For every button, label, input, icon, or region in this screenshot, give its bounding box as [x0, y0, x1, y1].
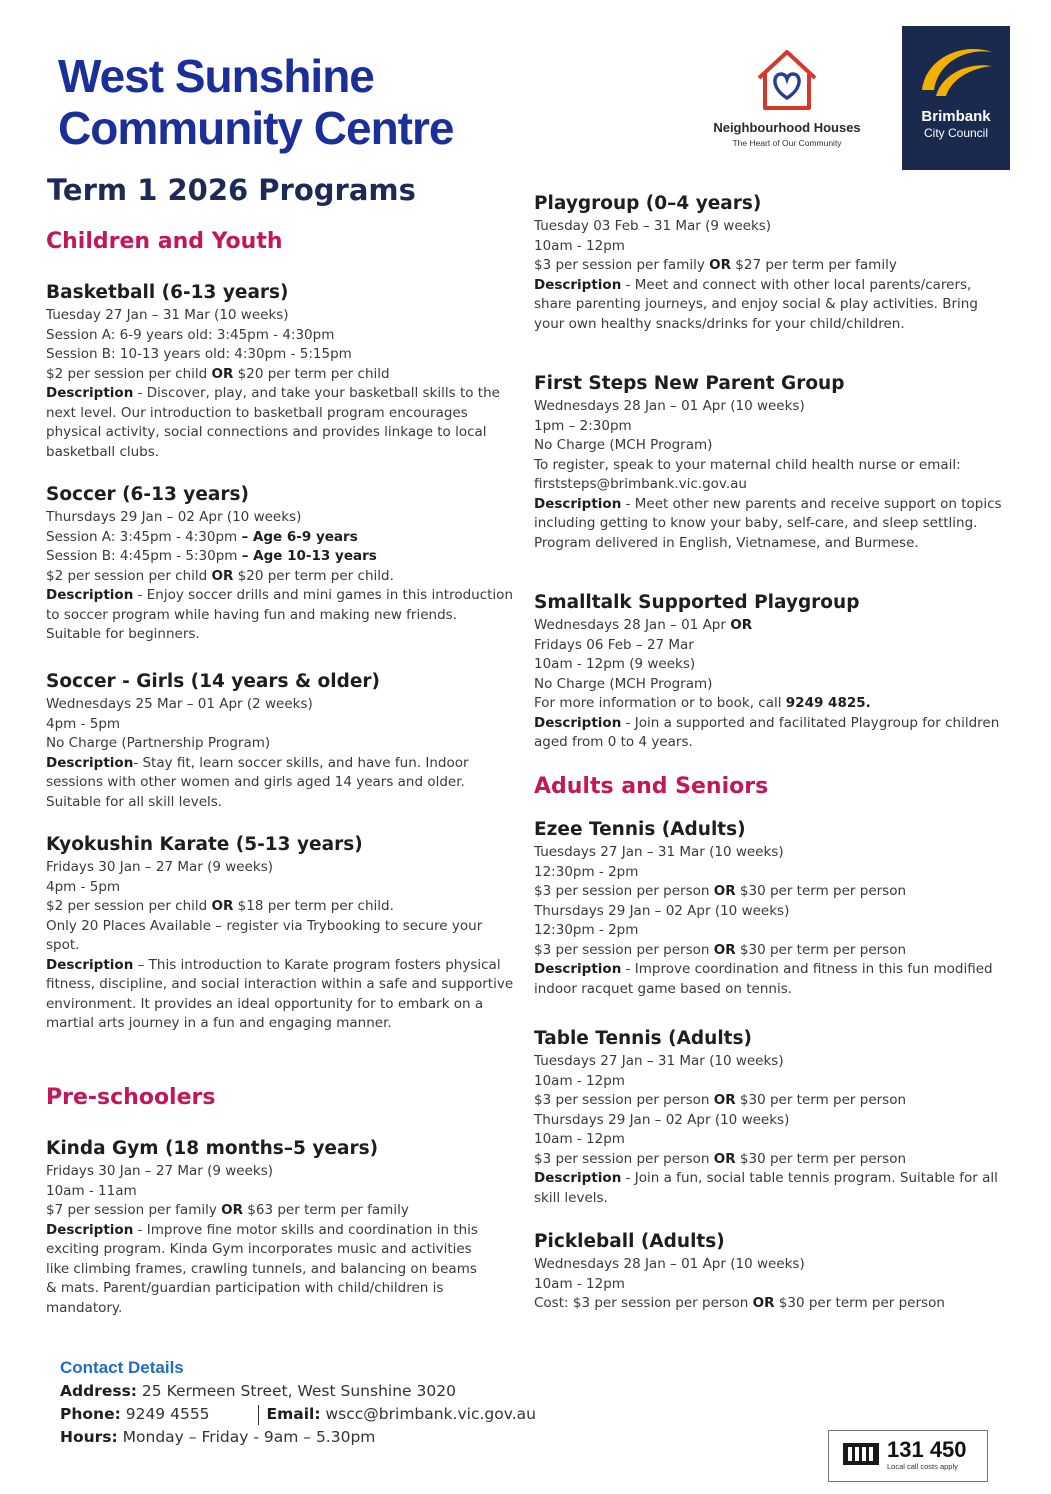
program-cost: No Charge (MCH Program) [534, 437, 713, 453]
program-time: 4pm - 5pm [46, 878, 121, 895]
program-time: 10am - 12pm [534, 1072, 625, 1089]
program-description: Description - Join a supported and facilitated Playgroup for children aged from 0 to 4 years. [534, 714, 1000, 750]
program-session-b: Session B: 10-13 years old: 4:30pm - 5:15pm [46, 346, 352, 362]
program-time: 10am - 12pm [534, 237, 625, 254]
program-time: 12:30pm - 2pm [534, 863, 639, 880]
tis-sub: Local call costs apply [887, 1462, 958, 1471]
program-description: Description - Meet and connect with other local parents/carers, share parenting journeys, and enjoy social & play activities. Bring your own healthy snacks/drinks for your child/children. [534, 276, 978, 332]
program-time: 10am - 12pm (9 weeks) [534, 656, 696, 672]
program-dates: Fridays 30 Jan – 27 Mar (9 weeks) [46, 859, 274, 875]
program-price: $3 per session per person OR $30 per term per person [534, 883, 907, 899]
program-dates: Tuesdays 27 Jan – 31 Mar (10 weeks) [534, 844, 784, 860]
interpreter-icon [843, 1443, 879, 1465]
program-description: Description - Enjoy soccer drills and mini games in this introduction to soccer program while having fun and making new friends. Suitable for beginners. [46, 587, 513, 642]
program-dates: Wednesdays 25 Mar – 01 Apr (2 weeks) [46, 696, 313, 712]
contact-phone-email: Phone: 9249 4555 Email: wscc@brimbank.vic.gov.au [60, 1405, 536, 1423]
program-table-tennis [534, 1027, 1004, 1208]
program-session-a: Session A: 6-9 years old: 3:45pm - 4:30pm [46, 326, 335, 343]
program-title: Smalltalk Supported Playgroup [534, 592, 860, 613]
program-time-2: 10am - 12pm [534, 1131, 625, 1147]
tis-number[interactable]: 131 450 [887, 1437, 967, 1462]
program-dates-2: Thursdays 29 Jan – 02 Apr (10 weeks) [534, 902, 790, 919]
program-title: Soccer (6-13 years) [46, 484, 249, 505]
program-title: Soccer - Girls (14 years & older) [46, 671, 380, 692]
program-price-2: $3 per session per person OR $30 per term per person [534, 1150, 907, 1167]
program-title: Pickleball (Adults) [534, 1231, 725, 1252]
program-kinda-gym [46, 1137, 491, 1318]
divider [258, 1405, 259, 1425]
page-title [58, 50, 453, 154]
program-price: $2 per session per child OR $20 per term per child [46, 365, 390, 382]
program-playgroup [534, 192, 1004, 334]
program-price: Cost: $3 per session per person OR $30 per term per person [534, 1295, 945, 1311]
program-dates: Wednesdays 28 Jan – 01 Apr OR [534, 617, 753, 633]
program-dates: Fridays 30 Jan – 27 Mar (9 weeks) [46, 1163, 274, 1179]
tis-interpreter-badge [828, 1430, 988, 1482]
nh-tagline: The Heart of Our Community [732, 138, 842, 148]
program-pickleball [534, 1230, 984, 1314]
house-heart-icon [751, 44, 823, 116]
program-description: Description - Improve fine motor skills and coordination in this exciting program. Kinda Gym incorporates music and activities like climbing frames, crawling tunnels, and balancing on beams & mats. Parent/guardian participation with child/children is mandatory. [46, 1221, 478, 1316]
bcc-name: Brimbank [921, 108, 991, 125]
program-price-2: $3 per session per person OR $30 per term per person [534, 941, 907, 958]
program-booking: For more information or to book, call 9249 4825. [534, 695, 871, 711]
program-price: $2 per session per child OR $18 per term per child. [46, 898, 394, 914]
program-smalltalk [534, 591, 1004, 753]
program-title: Playgroup (0–4 years) [534, 193, 762, 214]
program-description: Description - Improve coordination and fitness in this fun modified indoor racquet game based on tennis. [534, 961, 993, 997]
program-ezee-tennis [534, 818, 1004, 999]
program-price: $2 per session per child OR $20 per term per child. [46, 567, 394, 584]
program-price: $3 per session per person OR $30 per term per person [534, 1092, 907, 1108]
program-description: Description - Discover, play, and take your basketball skills to the next level. Our introduction to basketball program encourages physical activity, social connections and provides linkage to local basketball clubs. [46, 385, 500, 460]
contact-heading: Contact Details [60, 1358, 184, 1377]
program-session-a: Session A: 3:45pm - 4:30pm – Age 6-9 years [46, 528, 358, 545]
program-dates: Tuesdays 27 Jan – 31 Mar (10 weeks) [534, 1053, 784, 1069]
program-soccer [46, 483, 516, 645]
program-title: Kinda Gym (18 months–5 years) [46, 1138, 379, 1159]
swoosh-icon [916, 40, 996, 106]
program-description: Description - Join a fun, social table tennis program. Suitable for all skill levels. [534, 1170, 998, 1206]
program-dates: Tuesday 03 Feb – 31 Mar (9 weeks) [534, 218, 772, 234]
program-dates-2: Thursdays 29 Jan – 02 Apr (10 weeks) [534, 1111, 790, 1128]
program-soccer-girls [46, 670, 516, 812]
program-time-2: 12:30pm - 2pm [534, 922, 639, 938]
program-dates: Thursdays 29 Jan – 02 Apr (10 weeks) [46, 509, 302, 525]
program-cost: No Charge (Partnership Program) [46, 735, 271, 751]
program-description: Description- Stay fit, learn soccer skills, and have fun. Indoor sessions with other women and girls aged 14 years and older. Suitable for all skill levels. [46, 754, 469, 810]
program-description: Description – This introduction to Karate program fosters physical fitness, discipline, and social interaction within a safe and supportive environment. It provides an ideal opportunity for to embark on a martial arts journey in a fun and engaging manner. [46, 956, 514, 1031]
program-price: $7 per session per family OR $63 per term per family [46, 1202, 409, 1218]
program-time: 4pm - 5pm [46, 715, 121, 732]
program-first-steps [534, 372, 1004, 553]
bcc-sub: City Council [923, 126, 989, 140]
contact-phone[interactable]: 9249 4555 [120, 1405, 210, 1423]
contact-details [60, 1356, 760, 1449]
program-title: Table Tennis (Adults) [534, 1028, 752, 1049]
program-cost: No Charge (MCH Program) [534, 675, 713, 692]
program-basketball [46, 281, 516, 462]
program-title: Kyokushin Karate (5-13 years) [46, 834, 363, 855]
program-session-b: Session B: 4:45pm - 5:30pm – Age 10-13 years [46, 548, 377, 564]
program-title: Ezee Tennis (Adults) [534, 819, 746, 840]
program-time: 1pm – 2:30pm [534, 417, 632, 434]
program-dates: Wednesdays 28 Jan – 01 Apr (10 weeks) [534, 398, 805, 414]
section-adults-seniors: Adults and Seniors [534, 774, 769, 799]
program-time: 10am - 12pm [534, 1275, 625, 1292]
term-title: Term 1 2026 Programs [47, 173, 416, 207]
section-preschoolers: Pre-schoolers [46, 1085, 216, 1110]
contact-hours: Hours: Monday – Friday - 9am – 5.30pm [60, 1428, 376, 1446]
contact-email[interactable]: wscc@brimbank.vic.gov.au [320, 1405, 536, 1423]
brimbank-logo [902, 26, 1010, 170]
program-dates-2: Fridays 06 Feb – 27 Mar [534, 636, 694, 653]
program-dates: Tuesday 27 Jan – 31 Mar (10 weeks) [46, 307, 289, 323]
title-line-2: Community Centre [58, 102, 454, 154]
program-karate [46, 833, 516, 1034]
program-dates: Wednesdays 28 Jan – 01 Apr (10 weeks) [534, 1256, 805, 1272]
program-register: To register, speak to your maternal child health nurse or email: firststeps@brimbank.vic.gov.au [534, 456, 961, 492]
program-title: First Steps New Parent Group [534, 373, 845, 394]
section-children-youth: Children and Youth [46, 229, 283, 254]
program-description: Description - Meet other new parents and receive support on topics including getting to know your baby, self-care, and sleep settling. Program delivered in English, Vietnamese, and Burmese. [534, 495, 1002, 551]
contact-address: Address: 25 Kermeen Street, West Sunshine 3020 [60, 1382, 456, 1400]
nh-name: Neighbourhood Houses [713, 120, 861, 135]
program-price: $3 per session per family OR $27 per term per family [534, 257, 897, 273]
title-line-1: West Sunshine [58, 50, 374, 102]
neighbourhood-houses-logo [694, 42, 880, 154]
program-title: Basketball (6-13 years) [46, 282, 289, 303]
program-time: 10am - 11am [46, 1182, 137, 1199]
program-note: Only 20 Places Available – register via Trybooking to secure your spot. [46, 917, 483, 953]
